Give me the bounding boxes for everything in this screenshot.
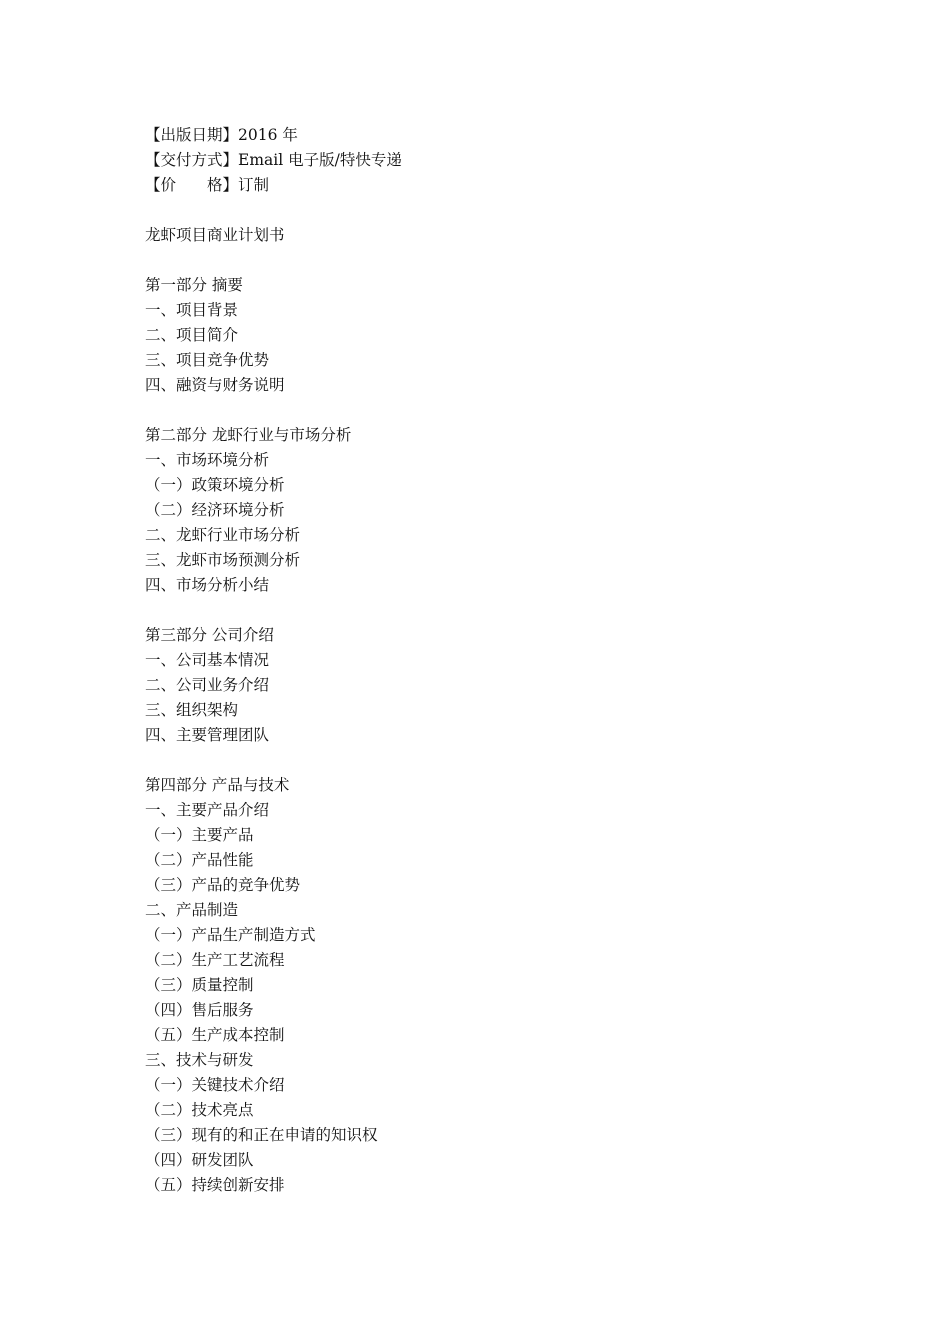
spacer xyxy=(145,748,845,773)
toc-item: 三、龙虾市场预测分析 xyxy=(145,551,301,569)
toc-item: 四、融资与财务说明 xyxy=(145,376,285,394)
toc-item: （二）技术亮点 xyxy=(145,1101,254,1119)
toc-item: 四、主要管理团队 xyxy=(145,726,270,744)
toc-item: （三）现有的和正在申请的知识权 xyxy=(145,1126,378,1144)
section-heading: 第二部分 龙虾行业与市场分析 xyxy=(145,426,352,444)
toc-item: 一、项目背景 xyxy=(145,301,239,319)
toc-item: （二）经济环境分析 xyxy=(145,501,285,519)
toc-item: 二、产品制造 xyxy=(145,901,239,919)
toc-item: 一、市场环境分析 xyxy=(145,451,270,469)
toc-item: 四、市场分析小结 xyxy=(145,576,270,594)
toc-item: （二）产品性能 xyxy=(145,851,254,869)
toc-item: （三）质量控制 xyxy=(145,976,254,994)
toc-item: 二、项目简介 xyxy=(145,326,239,344)
document-page xyxy=(145,123,845,1198)
toc-item: 三、项目竞争优势 xyxy=(145,351,270,369)
toc-item: （五）持续创新安排 xyxy=(145,1176,285,1194)
toc-item: （一）产品生产制造方式 xyxy=(145,926,316,944)
section-heading: 第一部分 摘要 xyxy=(145,276,243,294)
section-heading: 第三部分 公司介绍 xyxy=(145,626,274,644)
toc-item: （四）售后服务 xyxy=(145,1001,254,1019)
toc-item: 三、技术与研发 xyxy=(145,1051,254,1069)
toc-item: （三）产品的竞争优势 xyxy=(145,876,301,894)
toc-item: 一、主要产品介绍 xyxy=(145,801,270,819)
toc-item: （四）研发团队 xyxy=(145,1151,254,1169)
toc-item: （五）生产成本控制 xyxy=(145,1026,285,1044)
price-line: 【价 格】订制 xyxy=(145,176,270,194)
toc-item: （一）政策环境分析 xyxy=(145,476,285,494)
spacer xyxy=(145,398,845,423)
document-title: 龙虾项目商业计划书 xyxy=(145,226,285,244)
delivery-method-line: 【交付方式】Email 电子版/特快专递 xyxy=(145,151,402,169)
section-heading: 第四部分 产品与技术 xyxy=(145,776,290,794)
toc-item: 一、公司基本情况 xyxy=(145,651,270,669)
toc-item: （一）关键技术介绍 xyxy=(145,1076,285,1094)
publish-date-line: 【出版日期】2016 年 xyxy=(145,126,298,144)
toc-item: 二、龙虾行业市场分析 xyxy=(145,526,301,544)
toc-item: （一）主要产品 xyxy=(145,826,254,844)
spacer xyxy=(145,198,845,223)
toc-item: （二）生产工艺流程 xyxy=(145,951,285,969)
toc-item: 二、公司业务介绍 xyxy=(145,676,270,694)
spacer xyxy=(145,248,845,273)
toc-item: 三、组织架构 xyxy=(145,701,239,719)
spacer xyxy=(145,598,845,623)
